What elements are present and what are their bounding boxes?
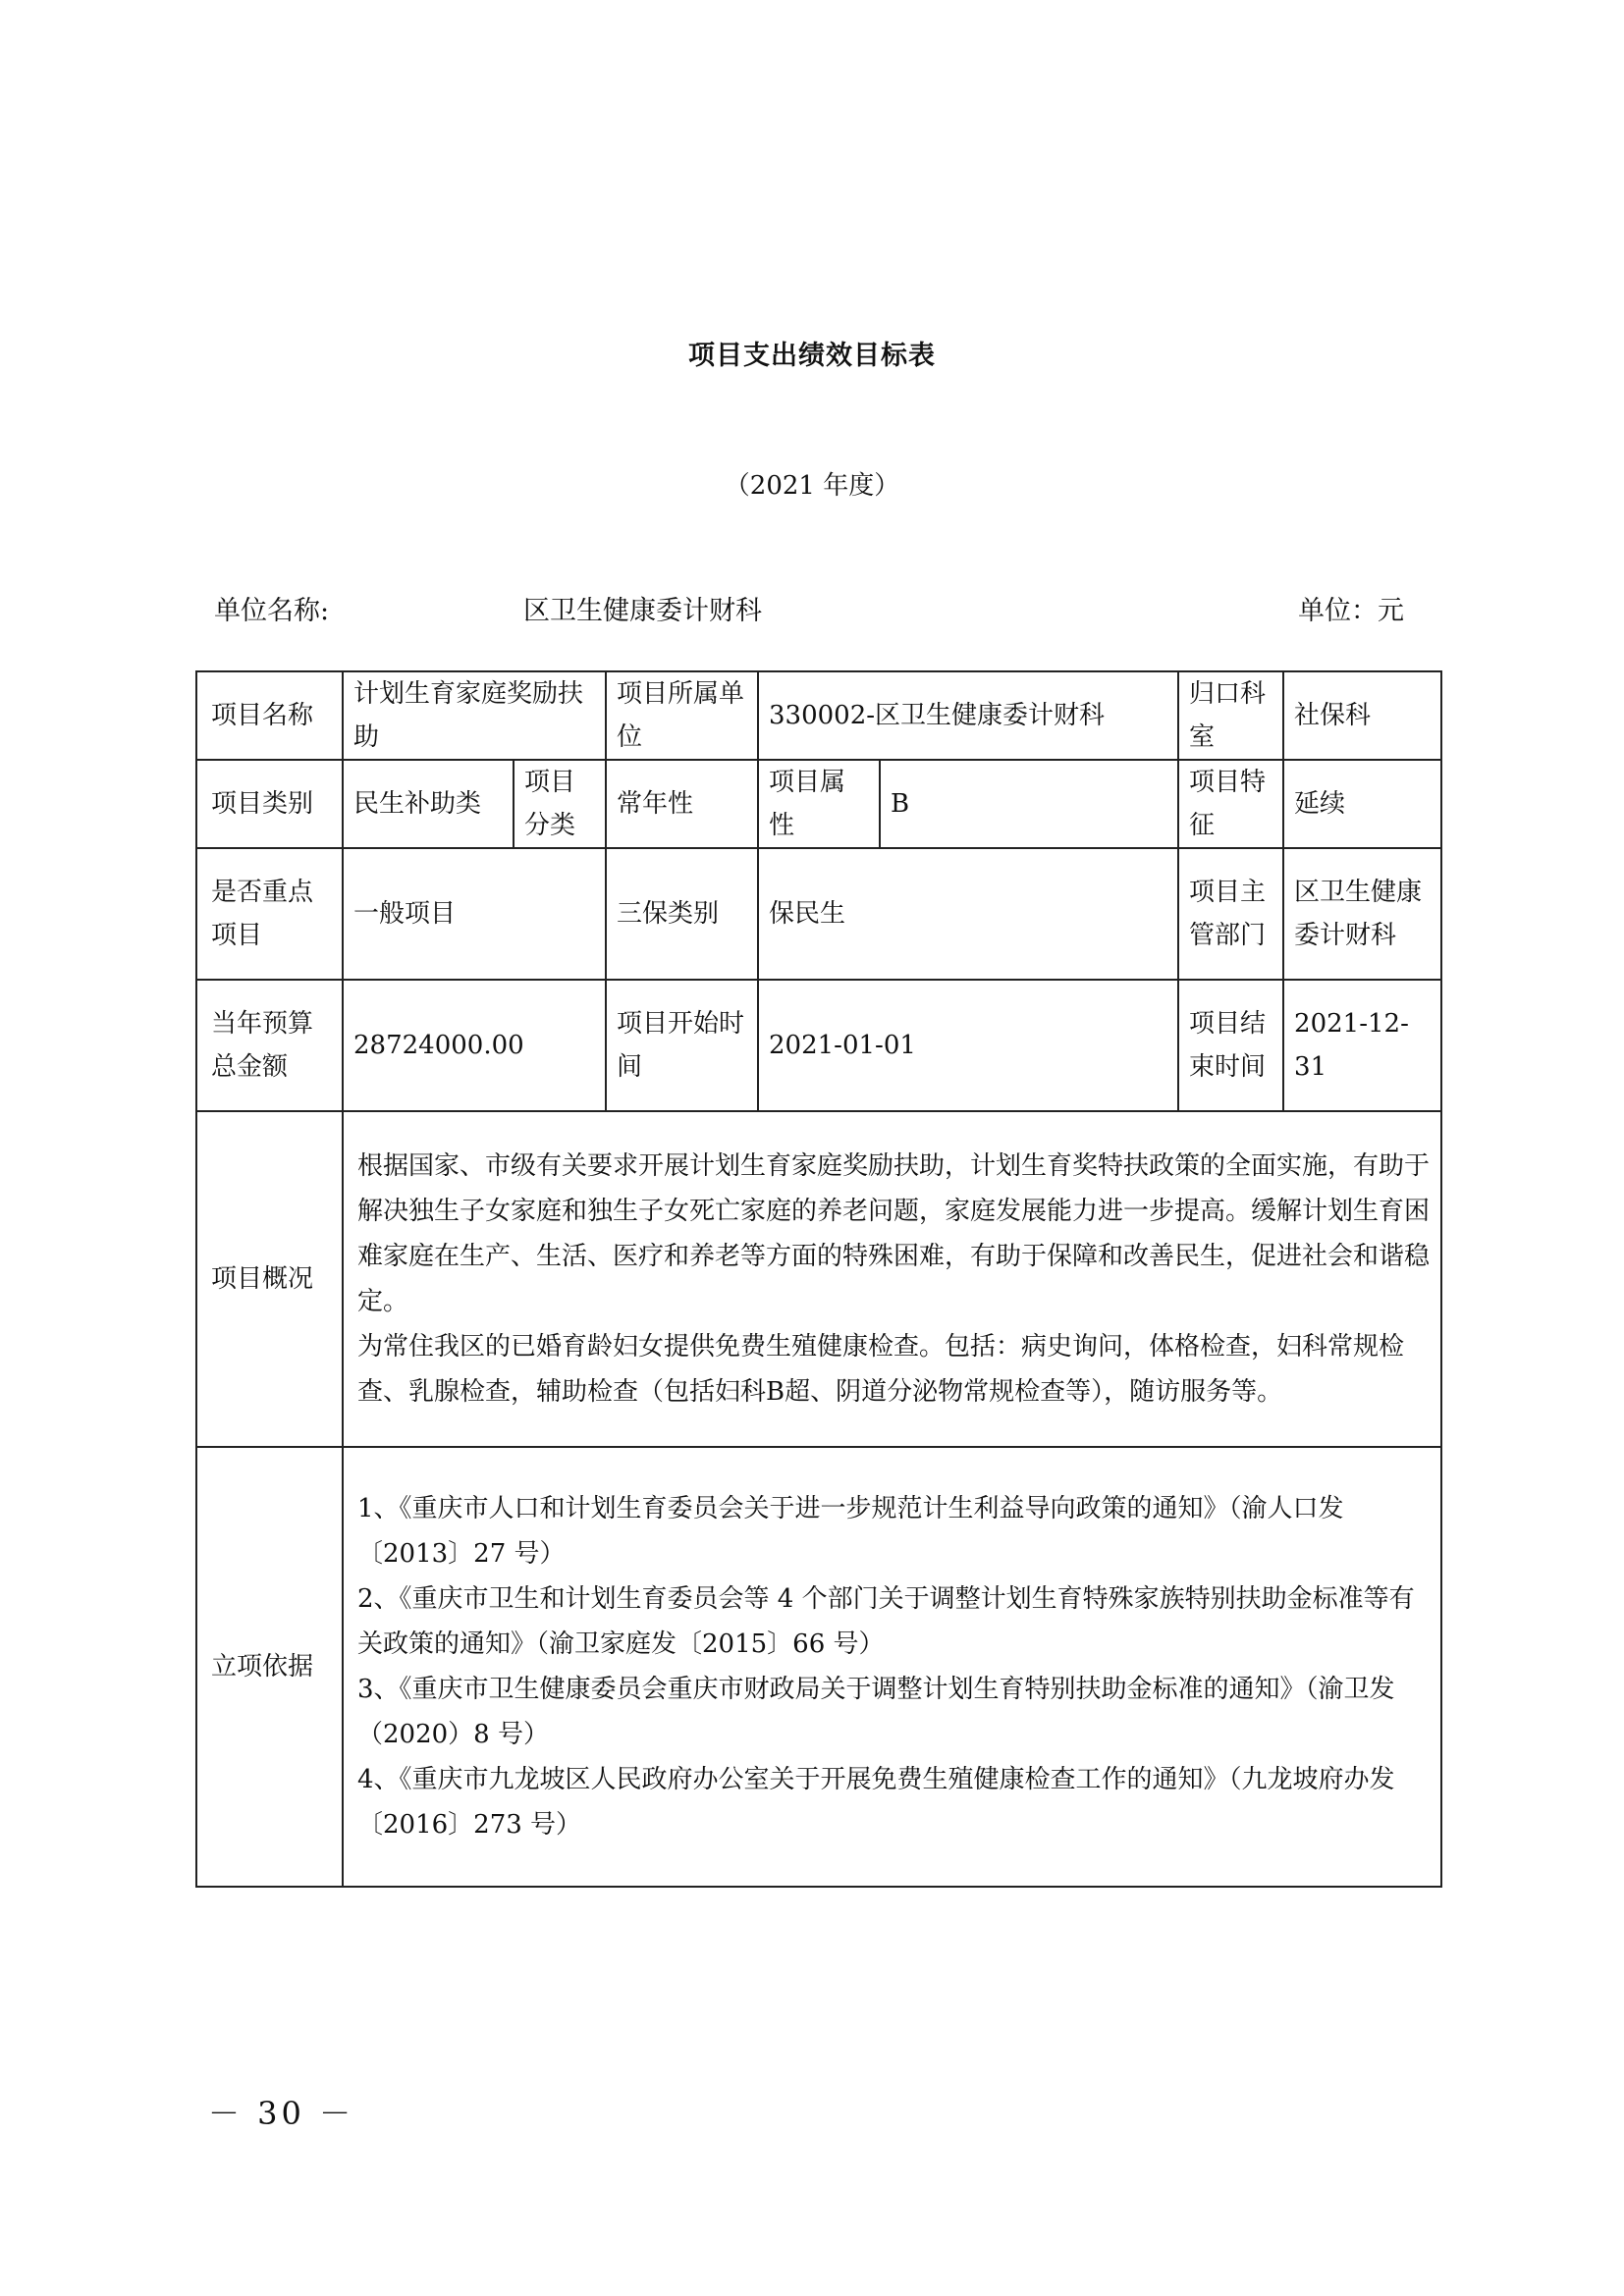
- performance-target-table: [195, 670, 1442, 1888]
- basis-item: 3、《重庆市卫生健康委员会重庆市财政局关于调整计划生育特别扶助金标准的通知》（渝卫发（2020）8 号）: [357, 1675, 1395, 1749]
- sanbao-label: 三保类别: [606, 848, 758, 980]
- overview-label: 项目概况: [196, 1111, 343, 1447]
- category-label: 项目类别: [196, 760, 343, 848]
- project-name-label: 项目名称: [196, 671, 343, 760]
- classification-label: 项目分类: [514, 760, 606, 848]
- unit-name-label: 单位名称:: [214, 596, 330, 626]
- project-name-value: 计划生育家庭奖励扶助: [343, 671, 606, 760]
- table-row: [196, 848, 1441, 980]
- basis-item: 4、《重庆市九龙坡区人民政府办公室关于开展免费生殖健康检查工作的通知》（九龙坡府办发〔2016〕273 号）: [357, 1765, 1395, 1840]
- start-time-label: 项目开始时间: [606, 980, 758, 1111]
- unit-info-row: [0, 589, 1624, 628]
- fiscal-year: （2021 年度）: [724, 471, 900, 501]
- attribute-value: B: [880, 760, 1178, 848]
- basis-item: 2、《重庆市卫生和计划生育委员会等 4 个部门关于调整计划生育特殊家族特别扶助金标准等有关政策的通知》（渝卫家庭发〔2015〕66 号）: [357, 1584, 1415, 1659]
- key-project-value: 一般项目: [343, 848, 606, 980]
- currency-unit: 单位：元: [1298, 596, 1404, 626]
- classification-value: 常年性: [606, 760, 758, 848]
- unit-name-value: 区卫生健康委计财科: [523, 596, 762, 626]
- start-time-value: 2021-01-01: [758, 980, 1178, 1111]
- affiliated-unit-value: 330002-区卫生健康委计财科: [758, 671, 1178, 760]
- feature-value: 延续: [1283, 760, 1441, 848]
- overview-paragraph: 为常住我区的已婚育龄妇女提供免费生殖健康检查。包括：病史询问，体格检查，妇科常规检查、乳腺检查，辅助检查（包括妇科B超、阴道分泌物常规检查等），随访服务等。: [357, 1332, 1405, 1407]
- end-time-label: 项目结束时间: [1178, 980, 1283, 1111]
- document-title: 项目支出绩效目标表: [688, 341, 936, 371]
- overview-paragraph: 根据国家、市级有关要求开展计划生育家庭奖励扶助，计划生育奖特扶政策的全面实施，有助于解决独生子女家庭和独生子女死亡家庭的养老问题，家庭发展能力进一步提高。缓解计划生育困难家庭在生产、生活、医疗和养老等方面的特殊困难，有助于保障和改善民生，促进社会和谐稳定。: [357, 1151, 1431, 1316]
- overview-content: [343, 1111, 1441, 1447]
- page-number: － 30 －: [208, 2095, 355, 2132]
- key-project-label: 是否重点项目: [196, 848, 343, 980]
- table-row: [196, 1447, 1441, 1887]
- dept-label: 归口科室: [1178, 671, 1283, 760]
- budget-label: 当年预算总金额: [196, 980, 343, 1111]
- table-row: [196, 671, 1441, 760]
- affiliated-unit-label: 项目所属单位: [606, 671, 758, 760]
- basis-content: [343, 1447, 1441, 1887]
- basis-item: 1、《重庆市人口和计划生育委员会关于进一步规范计生利益导向政策的通知》（渝人口发〔2013〕27 号）: [357, 1494, 1344, 1569]
- basis-label: 立项依据: [196, 1447, 343, 1887]
- table-row: [196, 1111, 1441, 1447]
- table-row: [196, 760, 1441, 848]
- manager-label: 项目主管部门: [1178, 848, 1283, 980]
- sanbao-value: 保民生: [758, 848, 1178, 980]
- attribute-label: 项目属性: [758, 760, 880, 848]
- feature-label: 项目特征: [1178, 760, 1283, 848]
- manager-value: 区卫生健康委计财科: [1283, 848, 1441, 980]
- category-value: 民生补助类: [343, 760, 514, 848]
- dept-value: 社保科: [1283, 671, 1441, 760]
- table-row: [196, 980, 1441, 1111]
- end-time-value: 2021-12-31: [1283, 980, 1441, 1111]
- budget-value: 28724000.00: [343, 980, 606, 1111]
